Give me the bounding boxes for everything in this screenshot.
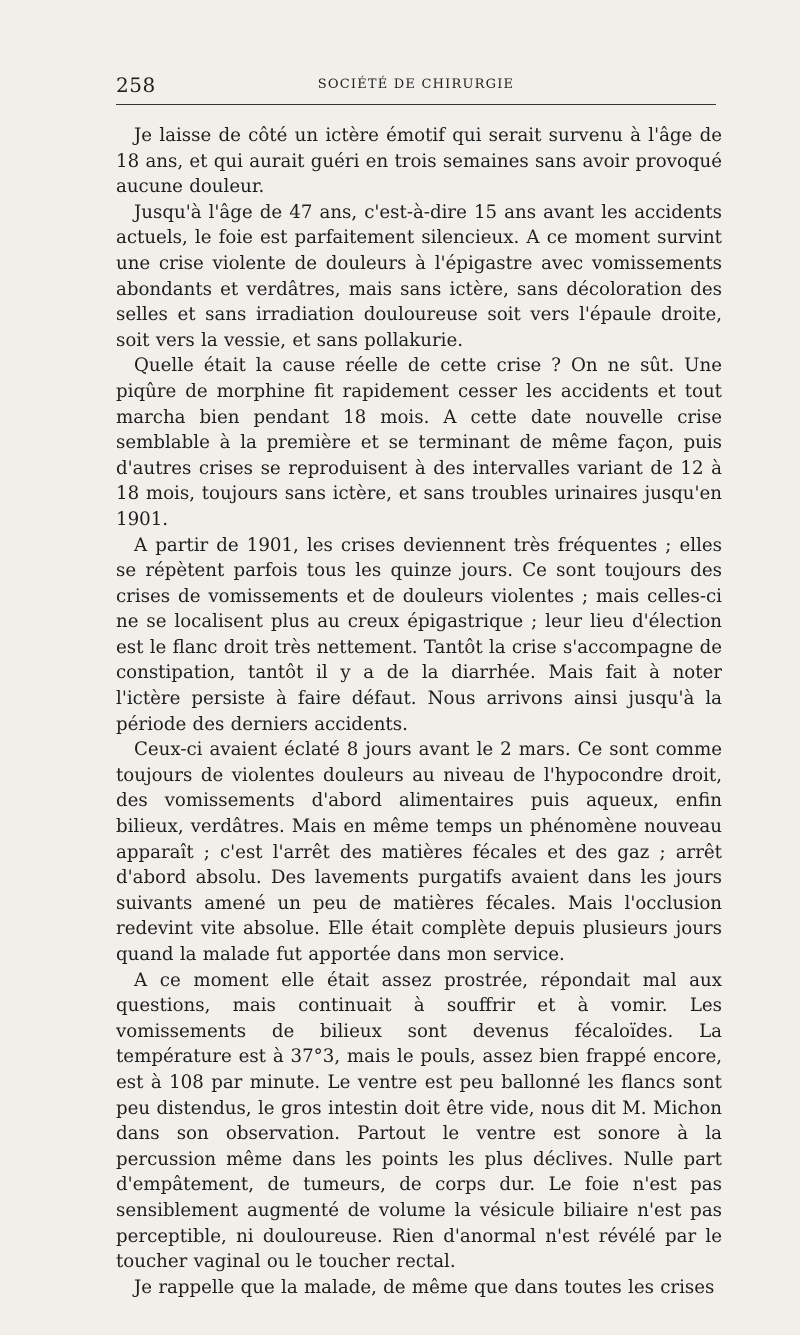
page-number: 258: [116, 73, 156, 97]
running-title: SOCIÉTÉ DE CHIRURGIE: [317, 77, 515, 92]
paragraph: Jusqu'à l'âge de 47 ans, c'est-à-dire 15 ans avant les accidents actuels, le foie est parfaitement silencieux. A ce moment survint une crise violente de douleurs à l'épigastre avec vomissements abondants et verdâtres, mais sans ictère, sans décoloration des selles et sans irradiation douloureuse soit vers l'épaule droite, soit vers la vessie, et sans pollakurie.: [116, 201, 722, 351]
paragraph: Je laisse de côté un ictère émotif qui serait survenu à l'âge de 18 ans, et qui aurait guéri en trois semaines sans avoir provoqué aucune douleur.: [116, 125, 722, 198]
paragraph: Quelle était la cause réelle de cette crise ? On ne sût. Une piqûre de morphine fit rapidement cesser les accidents et tout marcha bien pendant 18 mois. A cette date nouvelle crise semblable à la première et se terminant de même façon, puis d'autres crises se reproduisent à des intervalles variant de 12 à 18 mois, toujours sans ictère, et sans troubles urinaires jusqu'en 1901.: [116, 355, 722, 530]
paragraph: A ce moment elle était assez prostrée, répondait mal aux questions, mais continuait à souffrir et à vomir. Les vomissements de bilieux sont devenus fécaloïdes. La température est à 37°3, mais le pouls, assez bien frappé encore, est à 108 par minute. Le ventre est peu ballonné les flancs sont peu distendus, le gros intestin doit être vide, nous dit M. Michon dans son observation. Partout le ventre est sonore à la percussion même dans les points les plus déclives. Nulle part d'empâtement, de tumeurs, de corps dur. Le foie n'est pas sensiblement augmenté de volume la vésicule biliaire n'est pas perceptible, ni douloureuse. Rien d'anormal n'est révélé par le toucher vaginal ou le toucher rectal.: [116, 969, 722, 1273]
body-text: [116, 123, 722, 1300]
paragraph: Ceux-ci avaient éclaté 8 jours avant le 2 mars. Ce sont comme toujours de violentes douleurs au niveau de l'hypocondre droit, des vomissements d'abord alimentaires puis aqueux, enfin bilieux, verdâtres. Mais en même temps un phénomène nouveau apparaît ; c'est l'arrêt des matières fécales et des gaz ; arrêt d'abord absolu. Des lavements purgatifs avaient dans les jours suivants amené un peu de matières fécales. Mais l'occlusion redevint vite absolue. Elle était complète depuis plusieurs jours quand la malade fut apportée dans mon service.: [116, 739, 722, 965]
page-header: [116, 73, 716, 101]
header-rule: [116, 104, 716, 105]
paragraph: Je rappelle que la malade, de même que dans toutes les crises: [134, 1276, 715, 1298]
paragraph: A partir de 1901, les crises deviennent très fréquentes ; elles se répètent parfois tous les quinze jours. Ce sont toujours des crises de vomissements et de douleurs violentes ; mais celles-ci ne se localisent plus au creux épigastrique ; leur lieu d'élection est le flanc droit très nettement. Tantôt la crise s'accompagne de constipation, tantôt il y a de la diarrhée. Mais fait à noter l'ictère persiste à faire défaut. Nous arrivons ainsi jusqu'à la période des derniers accidents.: [116, 534, 722, 735]
